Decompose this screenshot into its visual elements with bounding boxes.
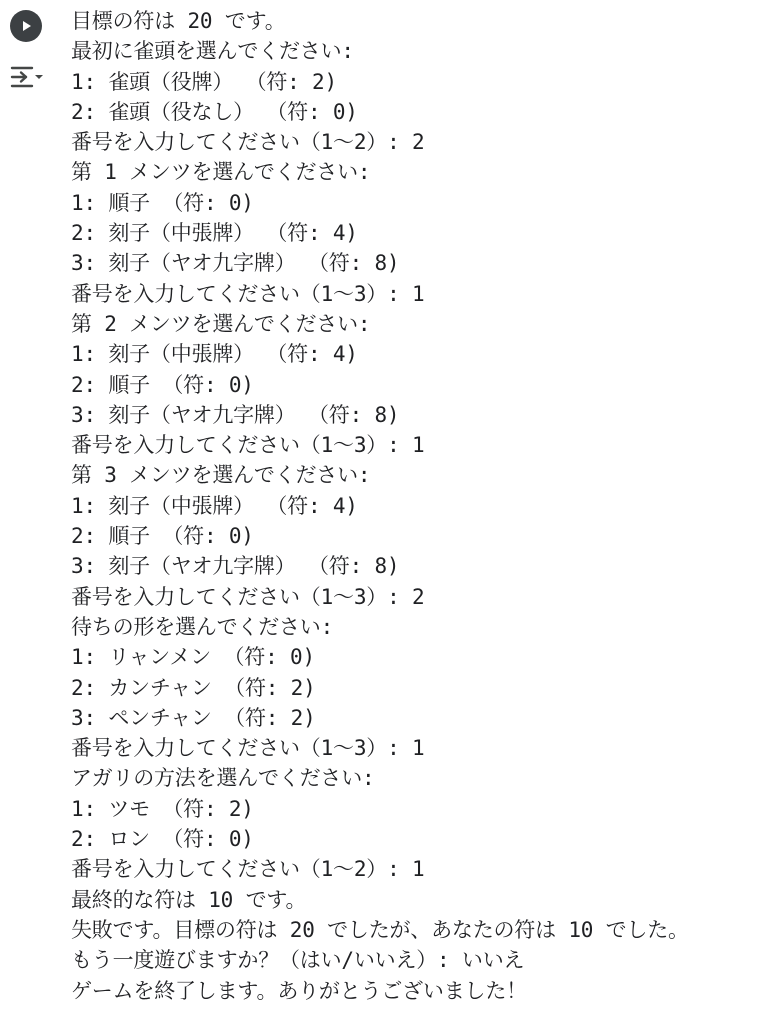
output-line: 番号を入力してください（1〜2）: 1 (71, 857, 425, 882)
output-line: もう一度遊びますか？（はい/いいえ）: いいえ (71, 948, 525, 973)
output-line: 2: ロン （符: 0) (71, 827, 254, 852)
output-line: 最初に雀頭を選んでください: (71, 39, 354, 64)
output-line: 番号を入力してください（1〜3）: 1 (71, 736, 425, 761)
cell-gutter (0, 0, 60, 1024)
output-line: 第 3 メンツを選んでください: (71, 463, 371, 488)
output-line: 失敗です。目標の符は 20 でしたが、あなたの符は 10 でした。 (71, 917, 689, 942)
output-line: 3: ペンチャン （符: 2) (71, 705, 316, 730)
output-line: 1: 刻子（中張牌） （符: 4) (71, 342, 358, 367)
output-line: 番号を入力してください（1〜3）: 1 (71, 281, 425, 306)
output-line: 目標の符は 20 です。 (71, 9, 286, 33)
output-line: アガリの方法を選んでください: (71, 766, 375, 791)
output-line: 番号を入力してください（1〜2）: 2 (71, 130, 425, 155)
play-icon (18, 18, 34, 34)
output-line: 第 2 メンツを選んでください: (71, 311, 371, 336)
output-line: 3: 刻子（ヤオ九字牌） （符: 8) (71, 251, 400, 276)
output-line: 2: 順子 （符: 0) (71, 524, 254, 549)
output-line: 1: リャンメン （符: 0) (71, 645, 315, 670)
output-line: 番号を入力してください（1〜3）: 1 (71, 433, 425, 458)
output-line: 2: カンチャン （符: 2) (71, 675, 316, 700)
output-line: 2: 刻子（中張牌） （符: 4) (71, 221, 358, 246)
output-toggle-button[interactable] (9, 62, 45, 92)
output-line: 2: 雀頭（役なし） （符: 0) (71, 99, 358, 124)
output-line: 3: 刻子（ヤオ九字牌） （符: 8) (71, 554, 400, 579)
output-line: 待ちの形を選んでください: (71, 614, 334, 639)
output-line: 最終的な符は 10 です。 (71, 887, 307, 912)
output-line: 2: 順子 （符: 0) (71, 372, 254, 397)
output-line: 3: 刻子（ヤオ九字牌） （符: 8) (71, 402, 400, 427)
output-line: 番号を入力してください（1〜3）: 2 (71, 584, 425, 609)
output-line: 1: 順子 （符: 0) (71, 190, 254, 215)
cell-output (71, 6, 781, 1006)
output-line: ゲームを終了します。ありがとうございました！ (71, 978, 527, 1003)
output-line: 1: 刻子（中張牌） （符: 4) (71, 493, 358, 518)
output-line: 1: ツモ （符: 2) (71, 796, 254, 821)
output-line: 第 1 メンツを選んでください: (71, 160, 371, 185)
run-cell-button[interactable] (10, 10, 42, 42)
output-collapse-icon (10, 64, 44, 90)
output-line: 1: 雀頭（役牌） （符: 2) (71, 69, 337, 94)
